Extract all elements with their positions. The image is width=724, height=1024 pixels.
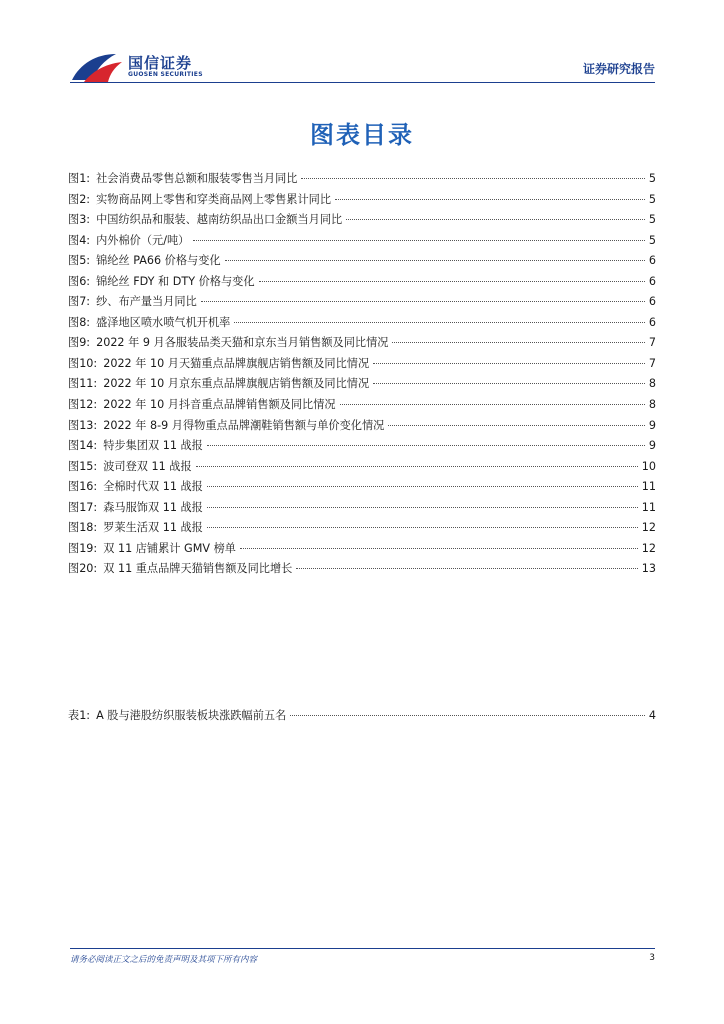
dot-leader (340, 403, 645, 405)
figure-toc-entry[interactable] (68, 273, 656, 294)
toc-entry-page: 4 (648, 709, 656, 722)
toc-entry-label: 图4: (68, 233, 91, 247)
figure-toc-entry[interactable] (68, 437, 656, 458)
page-title: 图表目录 (310, 121, 414, 149)
toc-entry-title: 2022 年 8-9 月得物重点品牌潮鞋销售额与单价变化情况 (103, 418, 385, 432)
toc-entry-page: 9 (648, 418, 656, 432)
toc-entry-page: 11 (641, 480, 656, 494)
figure-toc-entry[interactable] (68, 170, 656, 191)
toc-entry-title: 中国纺织品和服装、越南纺织品出口金额当月同比 (96, 213, 343, 227)
dot-leader (207, 485, 638, 487)
toc-entry-page: 7 (648, 356, 656, 370)
logo-text-cn: 国信证券 (128, 54, 193, 72)
toc-entry-label: 图11: (68, 377, 98, 391)
guosen-logo (70, 50, 210, 86)
toc-entry-title: 实物商品网上零售和穿类商品网上零售累计同比 (96, 192, 332, 206)
toc-entry-label: 图15: (68, 459, 98, 473)
toc-entry-label: 图3: (68, 213, 91, 227)
toc-entry-page: 9 (648, 439, 656, 453)
toc-entry-label: 图19: (68, 541, 98, 555)
dot-leader (207, 526, 638, 528)
figure-toc-entry[interactable] (68, 355, 656, 376)
figure-toc-entry[interactable] (68, 314, 656, 335)
dot-leader (240, 547, 638, 549)
toc-entry-title: A 股与港股纺织服装板块涨跌幅前五名 (96, 709, 287, 722)
figure-toc-entry[interactable] (68, 375, 656, 396)
toc-entry-title: 双 11 重点品牌天猫销售额及同比增长 (103, 562, 293, 576)
figure-toc-entry[interactable] (68, 478, 656, 499)
figure-list (68, 170, 656, 581)
figure-toc-entry[interactable] (68, 540, 656, 561)
dot-leader (296, 567, 637, 569)
toc-entry-label: 图20: (68, 562, 98, 576)
dot-leader (301, 177, 644, 179)
toc-entry-title: 全棉时代双 11 战报 (103, 480, 203, 494)
figure-toc-entry[interactable] (68, 458, 656, 479)
dot-leader (234, 321, 645, 323)
toc-entry-title: 社会消费品零售总额和服装零售当月同比 (96, 172, 298, 185)
logo-text-en: GUOSEN SECURITIES (128, 71, 203, 78)
toc-entry-title: 2022 年 9 月各服装品类天猫和京东当月销售额及同比情况 (96, 336, 389, 350)
toc-entry-label: 图12: (68, 398, 98, 412)
figure-toc-entry[interactable] (68, 560, 656, 581)
toc-entry-page: 8 (648, 377, 656, 391)
toc-entry-title: 罗莱生活双 11 战报 (103, 521, 203, 535)
page-number: 3 (649, 953, 655, 963)
toc-entry-label: 图13: (68, 418, 98, 432)
dot-leader (193, 239, 645, 241)
toc-entry-title: 锦纶丝 FDY 和 DTY 价格与变化 (96, 274, 255, 288)
figure-toc-entry[interactable] (68, 417, 656, 438)
figure-toc-entry[interactable] (68, 211, 656, 232)
toc-entry-title: 内外棉价（元/吨） (96, 233, 190, 247)
dot-leader (196, 465, 638, 467)
figure-toc-entry[interactable] (68, 191, 656, 212)
toc-entry-page: 6 (648, 254, 656, 268)
toc-entry-page: 12 (641, 541, 656, 555)
dot-leader (290, 714, 645, 716)
toc-entry-label: 图8: (68, 315, 91, 329)
toc-entry-title: 2022 年 10 月京东重点品牌旗舰店销售额及同比情况 (103, 377, 370, 391)
dot-leader (225, 259, 645, 261)
toc-entry-title: 波司登双 11 战报 (103, 459, 192, 473)
toc-entry-page: 7 (648, 336, 656, 350)
toc-entry-page: 6 (648, 295, 656, 309)
header-divider (70, 82, 655, 83)
toc-entry-label: 图6: (68, 274, 91, 288)
toc-entry-label: 图18: (68, 521, 98, 535)
dot-leader (259, 280, 645, 282)
figure-toc-entry[interactable] (68, 396, 656, 417)
figure-toc-entry[interactable] (68, 232, 656, 253)
dot-leader (373, 382, 645, 384)
table-list (68, 707, 656, 728)
dot-leader (207, 506, 638, 508)
page-header (0, 0, 724, 90)
toc-entry-title: 森马服饰双 11 战报 (103, 500, 203, 514)
toc-entry-label: 表1: (68, 709, 91, 722)
toc-entry-label: 图16: (68, 480, 98, 494)
toc-entry-label: 图10: (68, 356, 98, 370)
dot-leader (373, 362, 645, 364)
dot-leader (207, 444, 645, 446)
toc-entry-label: 图17: (68, 500, 98, 514)
toc-entry-page: 5 (648, 233, 656, 247)
toc-entry-label: 图7: (68, 295, 91, 309)
dot-leader (335, 198, 645, 200)
toc-entry-page: 5 (648, 213, 656, 227)
dot-leader (346, 218, 645, 220)
figure-toc-entry[interactable] (68, 293, 656, 314)
toc-entry-title: 特步集团双 11 战报 (103, 439, 203, 453)
dot-leader (388, 424, 645, 426)
toc-entry-label: 图9: (68, 336, 91, 350)
toc-entry-page: 6 (648, 274, 656, 288)
toc-entry-label: 图2: (68, 192, 91, 206)
toc-entry-page: 8 (648, 398, 656, 412)
toc-entry-title: 双 11 店铺累计 GMV 榜单 (103, 541, 236, 555)
toc-entry-label: 图1: (68, 172, 91, 185)
figure-toc-entry[interactable] (68, 499, 656, 520)
toc-entry-page: 11 (641, 500, 656, 514)
table-toc-entry[interactable] (68, 707, 656, 728)
toc-entry-title: 纱、布产量当月同比 (96, 295, 197, 309)
report-type-label: 证券研究报告 (582, 62, 655, 76)
toc-entry-page: 5 (648, 192, 656, 206)
figure-toc-entry[interactable] (68, 252, 656, 273)
footer-divider (70, 948, 655, 949)
guosen-logo-icon (70, 50, 126, 86)
toc-entry-page: 13 (641, 562, 656, 576)
footer-disclaimer: 请务必阅读正文之后的免责声明及其项下所有内容 (70, 955, 258, 965)
dot-leader (392, 341, 644, 343)
toc-entry-title: 2022 年 10 月天猫重点品牌旗舰店销售额及同比情况 (103, 356, 370, 370)
dot-leader (201, 300, 645, 302)
toc-entry-title: 盛泽地区喷水喷气机开机率 (96, 315, 231, 329)
toc-entry-label: 图14: (68, 439, 98, 453)
figure-toc-entry[interactable] (68, 519, 656, 540)
toc-entry-page: 12 (641, 521, 656, 535)
toc-entry-page: 5 (648, 172, 656, 185)
figure-toc-entry[interactable] (68, 334, 656, 355)
toc-entry-title: 2022 年 10 月抖音重点品牌销售额及同比情况 (103, 398, 336, 412)
toc-entry-label: 图5: (68, 254, 91, 268)
toc-entry-page: 6 (648, 315, 656, 329)
toc-entry-title: 锦纶丝 PA66 价格与变化 (96, 254, 221, 268)
toc-entry-page: 10 (641, 459, 656, 473)
